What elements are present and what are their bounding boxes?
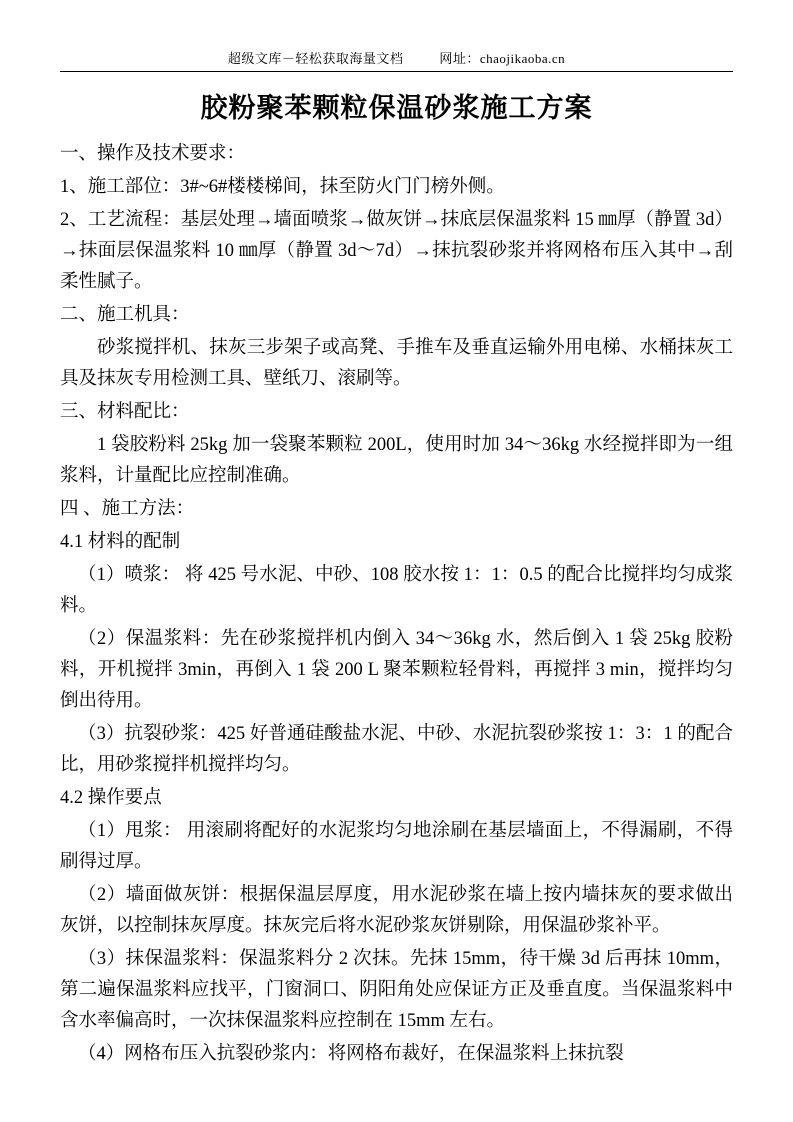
paragraph-3: 2、工艺流程：基层处理→墙面喷浆→做灰饼→抹底层保温浆料 15 ㎜厚（静置 3d）→抹面层保温浆料 10 ㎜厚（静置 3d～7d）→抹抗裂砂浆并将网格布压入其中→刮柔性腻子。 — [60, 210, 733, 292]
paragraph-8: 四 、施工方法： — [60, 499, 195, 519]
paragraph-12: （3）抗裂砂浆：425 好普通硅酸盐水泥、中砂、水泥抗裂砂浆按 1：3：1 的配合比，用砂浆搅拌机搅拌均匀。 — [60, 724, 733, 775]
paragraph-2: 1、施工部位：3#~6#楼楼梯间，抹至防火门门榜外侧。 — [60, 177, 505, 197]
paragraph-9: 4.1 材料的配制 — [60, 532, 181, 552]
page-title: 胶粉聚苯颗粒保温砂浆施工方案 — [200, 93, 593, 123]
paragraph-16: （3）抹保温浆料：保温浆料分 2 次抹。先抹 15mm，待干燥 3d 后再抹 10mm，第二遍保温浆料应找平，门窗洞口、阴阳角处应保证方正及垂直度。当保温浆料中含水率偏高时，一次抹保温浆料应控制在 15mm 左右。 — [60, 949, 733, 1031]
page-header — [60, 48, 733, 67]
paragraph-1: 一、操作及技术要求： — [60, 144, 246, 164]
header-divider — [60, 71, 733, 72]
paragraph-11: （2）保温浆料：先在砂浆搅拌机内倒入 34～36kg 水，然后倒入 1 袋 25kg 胶粉料，开机搅拌 3min，再倒入 1 袋 200 L 聚苯颗粒轻骨料，再搅拌 3 min，搅拌均匀倒出待用。 — [60, 629, 733, 711]
paragraph-6: 三、材料配比： — [60, 402, 190, 422]
header-brand: 超级文库－轻松获取海量文档 — [227, 51, 404, 66]
paragraph-15: （2）墙面做灰饼：根据保温层厚度，用水泥砂浆在墙上按内墙抹灰的要求做出灰饼，以控制抹灰厚度。抹灰完后将水泥砂浆灰饼剔除，用保温砂浆补平。 — [60, 885, 733, 936]
paragraph-4: 二、施工机具： — [60, 305, 190, 325]
header-site-label: 网址： — [439, 51, 480, 66]
paragraph-14: （1）甩浆： 用滚刷将配好的水泥浆均匀地涂刷在基层墙面上，不得漏刷，不得刷得过厚。 — [60, 821, 733, 872]
paragraph-5: 砂浆搅拌机、抹灰三步架子或高凳、手推车及垂直运输外用电梯、水桶抹灰工具及抹灰专用检测工具、壁纸刀、滚刷等。 — [60, 338, 733, 389]
paragraph-7: 1 袋胶粉料 25kg 加一袋聚苯颗粒 200L，使用时加 34～36kg 水经搅拌即为一组浆料，计量配比应控制准确。 — [60, 435, 733, 486]
paragraph-17: （4）网格布压入抗裂砂浆内：将网格布裁好，在保温浆料上抹抗裂 — [78, 1044, 624, 1064]
paragraph-13: 4.2 操作要点 — [60, 788, 162, 808]
header-site-url: chaojikaoba.cn — [479, 51, 566, 66]
document-body — [60, 139, 733, 1070]
paragraph-10: （1）喷浆： 将 425 号水泥、中砂、108 胶水按 1：1：0.5 的配合比搅拌均匀成浆料。 — [60, 565, 733, 616]
